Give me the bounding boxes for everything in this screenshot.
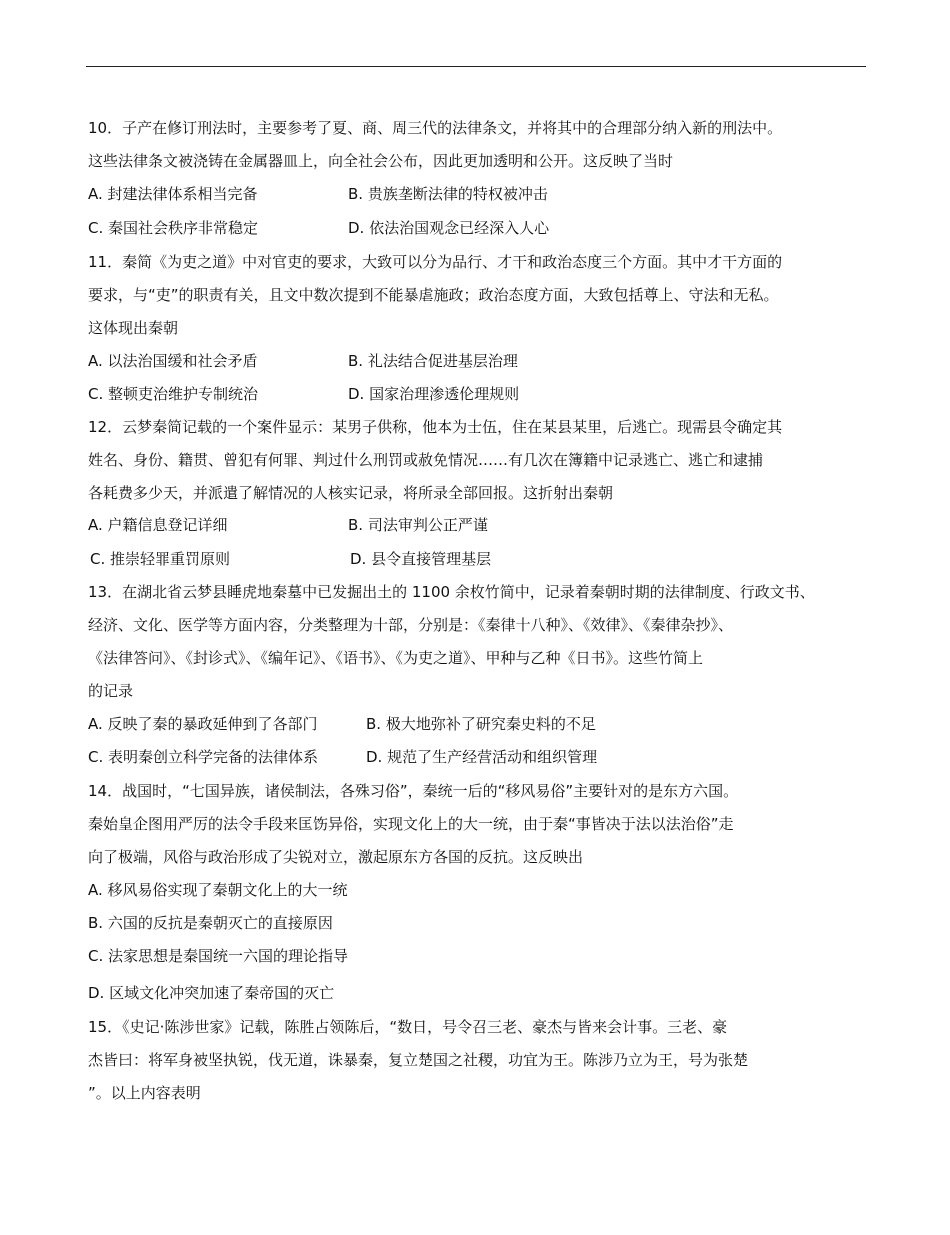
q13-stem-line-2: 经济、文化、医学等方面内容，分类整理为十部，分别是：《秦律十八种》、《效律》、《秦律杂抄》、 <box>88 616 734 634</box>
q14-option-d[interactable]: D. 区域文化冲突加速了秦帝国的灭亡 <box>88 984 335 1002</box>
q15-stem-line-2: 杰皆曰：将军身被坚执锐，伐无道，诛暴秦，复立楚国之社稷，功宜为王。陈涉乃立为王，号为张楚 <box>88 1051 749 1069</box>
q12-option-d[interactable]: D. 县令直接管理基层 <box>350 550 492 568</box>
q12-option-c[interactable]: C. 推崇轻罪重罚原则 <box>90 550 231 568</box>
q10-option-a[interactable]: A. 封建法律体系相当完备 <box>88 185 258 203</box>
q10-stem-line-2: 这些法律条文被浇铸在金属器皿上，向全社会公布，因此更加透明和公开。这反映了当时 <box>88 152 674 170</box>
q12-stem-line-1: 12．云梦秦简记载的一个案件显示：某男子供称，他本为士伍，住在某县某里，后逃亡。现需县令确定其 <box>88 418 783 436</box>
q11-option-a[interactable]: A. 以法治国缓和社会矛盾 <box>88 352 258 370</box>
q10-stem-line-1: 10．子产在修订刑法时，主要参考了夏、商、周三代的法律条文，并将其中的合理部分纳入新的刑法中。 <box>88 119 783 137</box>
q11-stem-line-1: 11．秦简《为吏之道》中对官吏的要求，大致可以分为品行、才干和政治态度三个方面。其中才干方面的 <box>88 253 783 271</box>
q13-stem-line-1: 13．在湖北省云梦县睡虎地秦墓中已发掘出土的 1100 余枚竹简中，记录着秦朝时期的法律制度、行政文书、 <box>88 583 815 601</box>
q14-option-c[interactable]: C. 法家思想是秦国统一六国的理论指导 <box>88 947 349 965</box>
q15-stem-line-3: ”。以上内容表明 <box>88 1084 201 1102</box>
q14-stem-line-3: 向了极端，风俗与政治形成了尖锐对立，激起原东方各国的反抗。这反映出 <box>88 848 584 866</box>
q12-stem-line-2: 姓名、身份、籍贯、曾犯有何罪、判过什么刑罚或赦免情况……有几次在簿籍中记录逃亡、逃亡和逮捕 <box>88 451 764 469</box>
q14-stem-line-1: 14．战国时，“七国异族，诸侯制法，各殊习俗”，秦统一后的“移风易俗”主要针对的是东方六国。 <box>88 782 739 800</box>
q13-option-d[interactable]: D. 规范了生产经营活动和组织管理 <box>366 748 598 766</box>
q10-option-d[interactable]: D. 依法治国观念已经深入人心 <box>348 219 550 237</box>
header-rule <box>86 66 866 67</box>
q11-option-c[interactable]: C. 整顿吏治维护专制统治 <box>88 385 259 403</box>
q11-stem-line-2: 要求，与“吏”的职责有关，且文中数次提到不能暴虐施政；政治态度方面，大致包括尊上、守法和无私。 <box>88 286 779 304</box>
q13-option-b[interactable]: B. 极大地弥补了研究秦史料的不足 <box>366 715 596 733</box>
q12-option-a[interactable]: A. 户籍信息登记详细 <box>88 516 228 534</box>
q14-stem-line-2: 秦始皇企图用严厉的法令手段来匡饬异俗，实现文化上的大一统，由于秦“事皆决于法以法治俗”走 <box>88 815 734 833</box>
q14-option-b[interactable]: B. 六国的反抗是秦朝灭亡的直接原因 <box>88 914 333 932</box>
q14-option-a[interactable]: A. 移风易俗实现了秦朝文化上的大一统 <box>88 881 348 899</box>
q12-stem-line-3: 各耗费多少天，并派遣了解情况的人核实记录，将所录全部回报。这折射出秦朝 <box>88 484 614 502</box>
q11-option-b[interactable]: B. 礼法结合促进基层治理 <box>348 352 518 370</box>
q10-option-b[interactable]: B. 贵族垄断法律的特权被冲击 <box>348 185 548 203</box>
q11-option-d[interactable]: D. 国家治理渗透伦理规则 <box>348 385 520 403</box>
q13-option-a[interactable]: A. 反映了秦的暴政延伸到了各部门 <box>88 715 318 733</box>
q15-stem-line-1: 15．《史记·陈涉世家》记载，陈胜占领陈后，“数日，号令召三老、豪杰与皆来会计事。三老、豪 <box>88 1018 728 1036</box>
q13-stem-line-3: 《法律答问》、《封诊式》、《编年记》、《语书》、《为吏之道》、甲种与乙种《日书》。这些竹简上 <box>88 649 704 667</box>
q13-option-c[interactable]: C. 表明秦创立科学完备的法律体系 <box>88 748 319 766</box>
q13-stem-line-4: 的记录 <box>88 682 134 700</box>
q12-option-b[interactable]: B. 司法审判公正严谨 <box>348 516 488 534</box>
q11-stem-line-3: 这体现出秦朝 <box>88 319 179 337</box>
q10-option-c[interactable]: C. 秦国社会秩序非常稳定 <box>88 219 259 237</box>
